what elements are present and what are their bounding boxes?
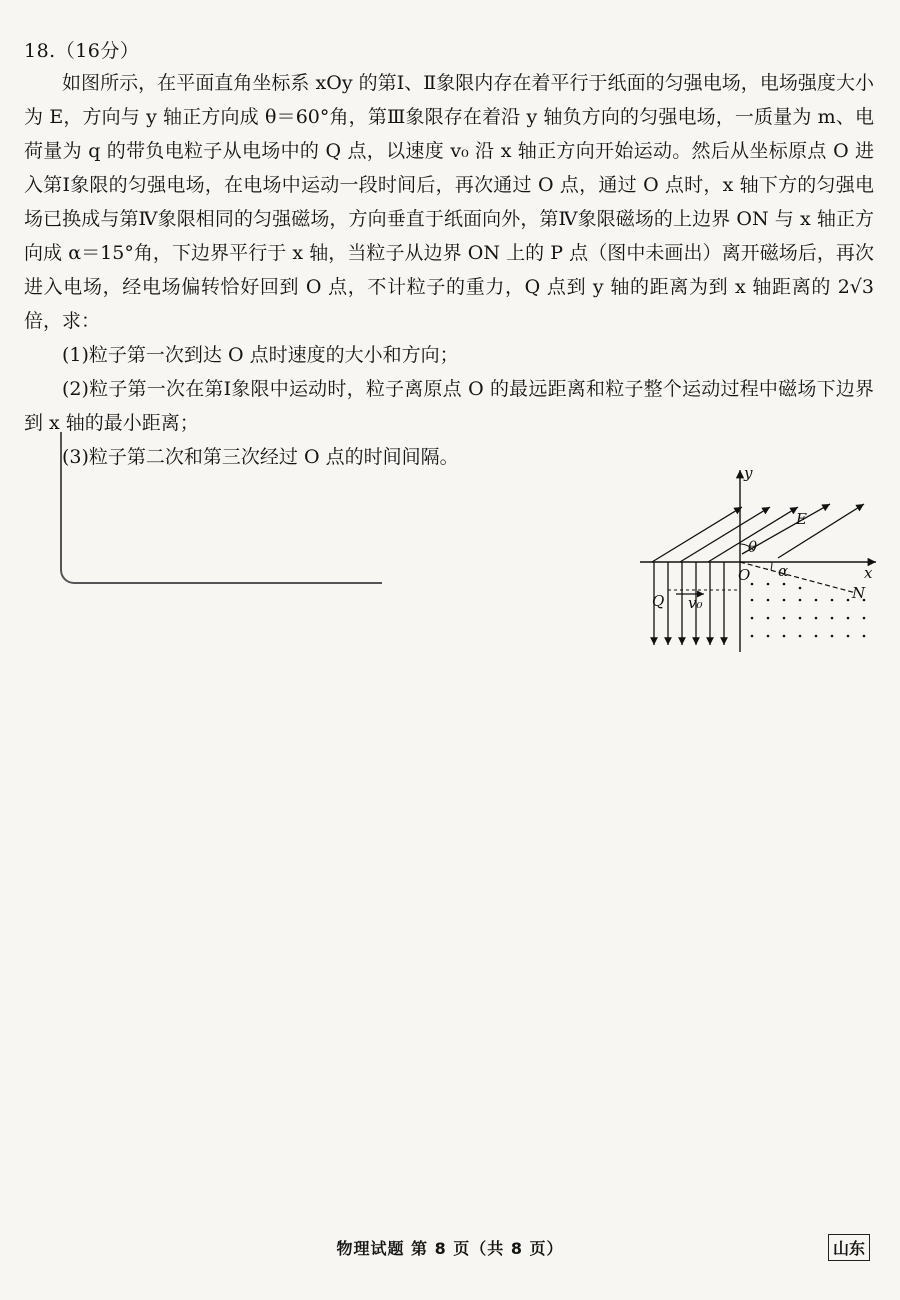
question-number: 18.（16分） [24, 40, 140, 62]
y-axis-label: y [744, 464, 753, 482]
boundary-on [740, 562, 856, 593]
origin-label: O [738, 566, 751, 584]
question-body [24, 66, 874, 474]
page-footer: 物理试题 第 8 页（共 8 页） [336, 1239, 564, 1258]
theta-label: θ [748, 538, 758, 556]
subquestion-2: (2)粒子第一次在第Ⅰ象限中运动时，粒子离原点 O 的最远距离和粒子整个运动过程中磁场下边界到 x 轴的最小距离； [24, 378, 874, 434]
e-field-lines [652, 504, 864, 562]
question-stem: 如图所示，在平面直角坐标系 xOy 的第Ⅰ、Ⅱ象限内存在着平行于纸面的匀强电场，电场强度大小为 E，方向与 y 轴正方向成 θ＝60°角，第Ⅲ象限存在着沿 y 轴负方向的匀强电场，一质量为 m、电荷量为 q 的带负电粒子从电场中的 Q 点，以速度 v₀ 沿 x 轴正方向开始运动。然后从坐标原点 O 进入第Ⅰ象限的匀强电场，在电场中运动一段时间后，再次通过 O 点，通过 O 点时，x 轴下方的匀强电场已换成与第Ⅳ象限相同的匀强磁场，方向垂直于纸面向外，第Ⅳ象限磁场的上边界 ON 与 x 轴正方向成 α＝15°角，下边界平行于 x 轴，当粒子从边界 ON 上的 P 点（图中未画出）离开磁场后，再次进入电场，经电场偏转恰好回到 O 点，不计粒子的重力，Q 点到 y 轴的距离为到 x 轴距离的 2√3 倍，求： [24, 72, 874, 332]
q-guides [668, 562, 740, 590]
alpha-arc [771, 562, 772, 570]
velocity-label: v₀ [688, 594, 703, 612]
x-axis-label: x [864, 564, 873, 582]
alpha-label: α [778, 562, 789, 580]
province-badge: 山东 [828, 1234, 870, 1261]
subquestion-3: (3)粒子第二次和第三次经过 O 点的时间间隔。 [62, 446, 459, 468]
e-field-line [652, 507, 742, 562]
field-diagram-svg [630, 462, 890, 662]
field-diagram [630, 462, 890, 662]
q-point-label: Q [652, 592, 665, 610]
n-point-label: N [852, 584, 866, 602]
field-label: E [796, 510, 807, 528]
subquestion-1: (1)粒子第一次到达 O 点时速度的大小和方向； [62, 344, 459, 366]
answer-area-border [60, 432, 382, 584]
magnetic-field-dots [751, 583, 866, 638]
